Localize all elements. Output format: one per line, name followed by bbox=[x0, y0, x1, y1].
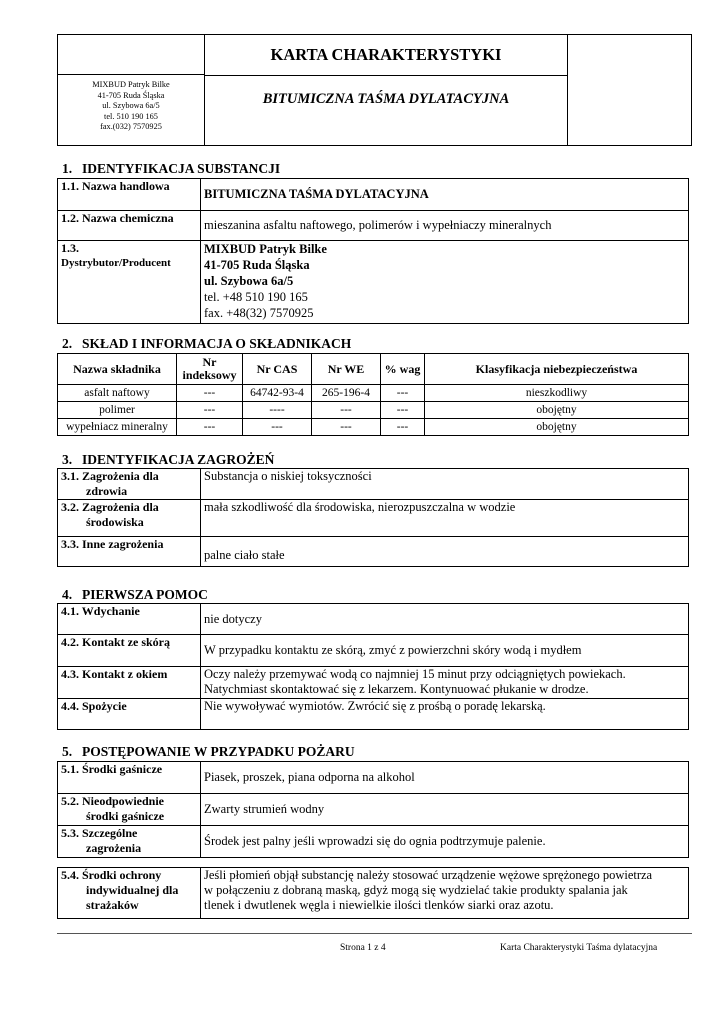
table-cell: --- bbox=[381, 419, 425, 436]
composition-table bbox=[57, 353, 689, 436]
company-name: MIXBUD Patryk Bilke bbox=[92, 80, 170, 89]
table-cell: --- bbox=[177, 419, 243, 436]
table-row bbox=[58, 794, 689, 826]
table-row bbox=[58, 179, 689, 211]
page-number: Strona 1 z 4 bbox=[340, 943, 386, 953]
company-street: ul. Szybowa 6a/5 bbox=[102, 101, 160, 110]
section-3-table bbox=[57, 468, 689, 567]
other-hazard-value: palne ciało stałe bbox=[201, 537, 689, 567]
chemical-name-label: 1.2. Nazwa chemiczna bbox=[58, 211, 201, 241]
section-1-heading: 1. IDENTYFIKACJA SUBSTANCJI bbox=[62, 161, 281, 176]
table-row bbox=[58, 762, 689, 794]
col-header: % wag bbox=[381, 354, 425, 385]
col-header: Nr indeksowy bbox=[177, 354, 243, 385]
table-row bbox=[58, 385, 689, 402]
table-cell: 265-196-4 bbox=[312, 385, 381, 402]
table-row bbox=[58, 635, 689, 667]
table-row bbox=[58, 868, 689, 919]
col-header: Nr CAS bbox=[243, 354, 312, 385]
company-cell bbox=[58, 35, 205, 145]
table-cell: --- bbox=[312, 419, 381, 436]
extinguishing-media-label: 5.1. Środki gaśnicze bbox=[58, 762, 201, 794]
extinguishing-media-value: Piasek, proszek, piana odporna na alkohol bbox=[201, 762, 689, 794]
company-phone: tel. 510 190 165 bbox=[104, 111, 158, 121]
section-1-table bbox=[57, 178, 689, 324]
table-cell: asfalt naftowy bbox=[58, 385, 177, 402]
unsuitable-media-value: Zwarty strumień wodny bbox=[201, 794, 689, 826]
health-hazard-value: Substancja o niskiej toksyczności bbox=[201, 469, 689, 500]
table-row bbox=[58, 826, 689, 858]
section-4-heading: 4. PIERWSZA POMOC bbox=[62, 587, 208, 602]
table-row bbox=[58, 469, 689, 500]
skin-contact-value: W przypadku kontaktu ze skórą, zmyć z powierzchni skóry wodą i mydłem bbox=[201, 635, 689, 667]
table-row bbox=[58, 500, 689, 537]
unsuitable-media-label: 5.2. Nieodpowiednie środki gaśnicze bbox=[58, 794, 201, 826]
special-hazards-value: Środek jest palny jeśli wprowadzi się do ognia podtrzymuje palenie. bbox=[201, 826, 689, 858]
section-4-table bbox=[57, 603, 689, 730]
section-5-protection-table bbox=[57, 867, 689, 919]
table-cell: wypełniacz mineralny bbox=[58, 419, 177, 436]
table-row bbox=[58, 604, 689, 635]
ingestion-label: 4.4. Spożycie bbox=[58, 699, 201, 730]
health-hazard-label: 3.1. Zagrożenia dla zdrowia bbox=[58, 469, 201, 500]
header-box bbox=[57, 34, 692, 146]
section-5-heading: 5. POSTĘPOWANIE W PRZYPADKU POŻARU bbox=[62, 744, 355, 759]
table-header-row bbox=[58, 354, 689, 385]
footer-divider bbox=[57, 933, 692, 934]
table-cell: ---- bbox=[243, 402, 312, 419]
table-cell: --- bbox=[312, 402, 381, 419]
section-2-heading: 2. SKŁAD I INFORMACJA O SKŁADNIKACH bbox=[62, 336, 352, 351]
col-header: Nr WE bbox=[312, 354, 381, 385]
distributor-label: 1.3. Dystrybutor/Producent bbox=[58, 241, 201, 324]
company-fax: fax.(032) 7570925 bbox=[100, 122, 162, 131]
col-header: Klasyfikacja niebezpieczeństwa bbox=[425, 354, 689, 385]
table-row bbox=[58, 419, 689, 436]
table-cell: obojętny bbox=[425, 419, 689, 436]
firefighter-protection-value: Jeśli płomień objął substancję należy stosować urządzenie wężowe sprężonego powietrza w połączeniu z dobraną maską, gdyż mogą się wydzielać takie produkty spalania jak tlenek i dwutlenek węgla i niewielkie ilości tlenków siarki oraz azotu. bbox=[201, 868, 689, 919]
table-row bbox=[58, 537, 689, 567]
document-title: KARTA CHARAKTERYSTYKI bbox=[270, 45, 502, 64]
company-address bbox=[58, 80, 204, 133]
chemical-name-value: mieszanina asfaltu naftowego, polimerów i wypełniaczy mineralnych bbox=[201, 211, 689, 241]
trade-name-label: 1.1. Nazwa handlowa bbox=[58, 179, 201, 211]
environment-hazard-value: mała szkodliwość dla środowiska, nierozpuszczalna w wodzie bbox=[201, 500, 689, 537]
table-cell: --- bbox=[243, 419, 312, 436]
company-city: 41-705 Ruda Śląska bbox=[97, 90, 165, 100]
table-cell: --- bbox=[381, 385, 425, 402]
firefighter-protection-label: 5.4. Środki ochrony indywidualnej dla strażaków bbox=[58, 868, 201, 919]
product-title: BITUMICZNA TAŚMA DYLATACYJNA bbox=[262, 91, 510, 107]
table-row bbox=[58, 241, 689, 324]
skin-contact-label: 4.2. Kontakt ze skórą bbox=[58, 635, 201, 667]
environment-hazard-label: 3.2. Zagrożenia dla środowiska bbox=[58, 500, 201, 537]
table-cell: polimer bbox=[58, 402, 177, 419]
table-row bbox=[58, 211, 689, 241]
trade-name-value: BITUMICZNA TAŚMA DYLATACYJNA bbox=[201, 179, 689, 211]
eye-contact-label: 4.3. Kontakt z okiem bbox=[58, 667, 201, 699]
table-cell: --- bbox=[381, 402, 425, 419]
col-header: Nazwa składnika bbox=[58, 354, 177, 385]
table-cell: --- bbox=[177, 402, 243, 419]
table-cell: 64742-93-4 bbox=[243, 385, 312, 402]
table-cell: --- bbox=[177, 385, 243, 402]
footer-document-name: Karta Charakterystyki Taśma dylatacyjna bbox=[500, 943, 658, 953]
eye-contact-value: Oczy należy przemywać wodą co najmniej 15 minut przy odciągniętych powiekach. Natychmiast skontaktować się z lekarzem. Kontynuować płukanie w drodze. bbox=[201, 667, 689, 699]
inhalation-label: 4.1. Wdychanie bbox=[58, 604, 201, 635]
table-row bbox=[58, 667, 689, 699]
section-5-table bbox=[57, 761, 689, 858]
other-hazard-label: 3.3. Inne zagrożenia bbox=[58, 537, 201, 567]
special-hazards-label: 5.3. Szczególne zagrożenia bbox=[58, 826, 201, 858]
table-cell: nieszkodliwy bbox=[425, 385, 689, 402]
inhalation-value: nie dotyczy bbox=[201, 604, 689, 635]
table-row bbox=[58, 699, 689, 730]
header-right-cell bbox=[567, 35, 691, 145]
table-cell: obojętny bbox=[425, 402, 689, 419]
ingestion-value: Nie wywoływać wymiotów. Zwrócić się z prośbą o poradę lekarską. bbox=[201, 699, 689, 730]
distributor-value: MIXBUD Patryk Bilke 41-705 Ruda Śląska ul. Szybowa 6a/5 tel. +48 510 190 165 fax. +48(32) 7570925 bbox=[201, 241, 689, 324]
section-3-heading: 3. IDENTYFIKACJA ZAGROŻEŃ bbox=[62, 452, 275, 467]
table-row bbox=[58, 402, 689, 419]
